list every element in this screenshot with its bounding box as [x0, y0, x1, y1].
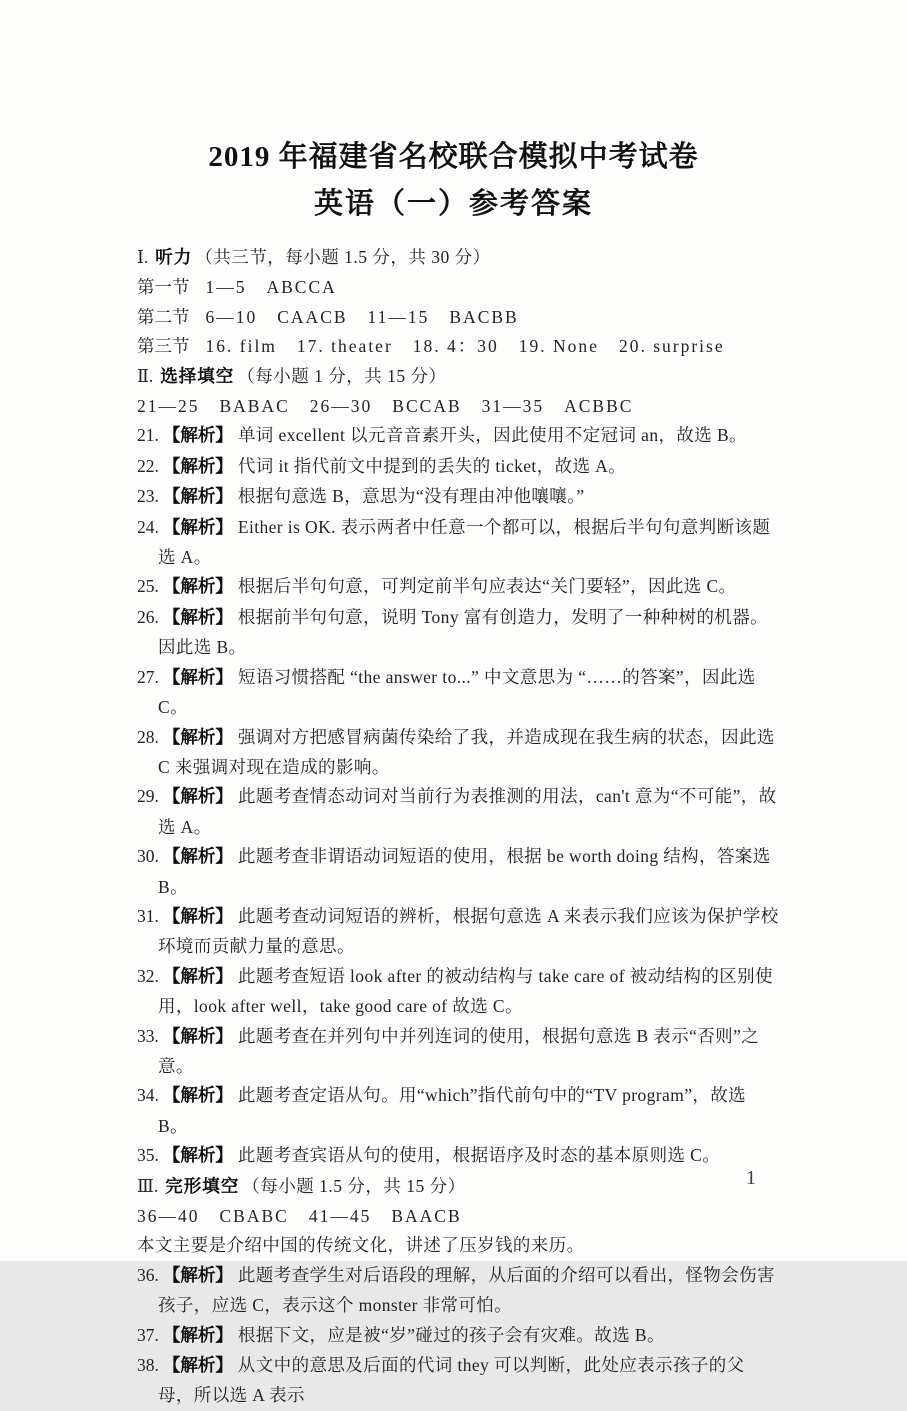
analysis-text: 根据后半句句意，可判定前半句应表达“关门要轻”，因此选 C。 [237, 576, 737, 597]
item-number: 36. [137, 1264, 159, 1285]
answer-part: ACBBC [564, 396, 634, 417]
analysis-text: 此题考查情态动词对当前行为表推测的用法，can't 意为“不可能”，故选 A。 [158, 786, 777, 837]
item-number: 26. [137, 606, 159, 627]
analysis-item [137, 1141, 779, 1171]
item-number: 33. [137, 1025, 159, 1046]
analysis-tag: 【解析】 [162, 1265, 233, 1286]
document-body [137, 243, 779, 1411]
answer-part: CBABC [219, 1206, 289, 1226]
page-number: 1 [746, 1167, 756, 1189]
answer-part: BACBB [449, 306, 519, 327]
item-number: 30. [137, 846, 159, 867]
answer-line-label: 第一节 [137, 277, 190, 298]
item-number: 22. [137, 455, 159, 476]
analysis-item [137, 723, 779, 783]
answer-part: 20. surprise [618, 336, 725, 357]
answer-part: 41—45 [308, 1206, 372, 1226]
section-header [137, 1172, 779, 1202]
analysis-tag: 【解析】 [162, 456, 233, 477]
answer-part: BAACB [391, 1206, 462, 1226]
item-number: 23. [137, 486, 159, 507]
analysis-text: 从文中的意思及后面的代词 they 可以判断，此处应表示孩子的父母，所以选 A 表示 [158, 1355, 745, 1406]
analysis-tag: 【解析】 [162, 426, 233, 447]
answer-part: 31—35 [481, 396, 545, 417]
answer-line [137, 392, 779, 421]
answer-line-label: 第三节 [137, 336, 190, 357]
section-header [137, 362, 779, 392]
analysis-tag: 【解析】 [162, 847, 233, 868]
analysis-item [137, 842, 779, 902]
item-number: 28. [137, 726, 159, 747]
item-number: 31. [137, 905, 159, 926]
analysis-item [137, 1261, 779, 1321]
item-number: 35. [137, 1145, 159, 1166]
section-header [137, 243, 779, 273]
section-numeral: Ⅰ. [137, 247, 149, 267]
analysis-item [137, 902, 779, 962]
analysis-item [137, 1321, 779, 1351]
answer-line-label: 第二节 [137, 306, 190, 327]
answer-part: 16. film [205, 336, 277, 357]
section-title: 听力 [155, 248, 193, 268]
answer-part: 21—25 [137, 396, 200, 417]
analysis-item [137, 663, 779, 723]
answer-part: ABCCA [266, 277, 337, 298]
analysis-item [137, 572, 779, 602]
analysis-text: 根据前半句句意，说明 Tony 富有创造力，发明了一种种树的机器。因此选 B。 [158, 606, 769, 658]
section-title: 完形填空 [165, 1176, 240, 1197]
answer-line [137, 303, 779, 332]
analysis-tag: 【解析】 [162, 966, 233, 987]
analysis-tag: 【解析】 [162, 727, 233, 748]
analysis-text: 强调对方把感冒病菌传染给了我，并造成现在我生病的状态，因此选 C 来强调对现在造成的影响。 [158, 726, 775, 777]
analysis-text: 短语习惯搭配 “the answer to...” 中文意思为 “……的答案”，因此选 C。 [158, 666, 756, 718]
analysis-tag: 【解析】 [162, 487, 233, 508]
document-subtitle: 英语（一）参考答案 [313, 188, 593, 220]
analysis-item [137, 1351, 779, 1411]
analysis-item [137, 782, 779, 842]
analysis-tag: 【解析】 [162, 906, 233, 927]
section-numeral: Ⅲ. [137, 1175, 159, 1196]
item-number: 32. [137, 965, 159, 986]
item-number: 38. [137, 1355, 159, 1376]
analysis-tag: 【解析】 [162, 1146, 233, 1167]
analysis-text: 此题考查动词短语的辨析，根据句意选 A 来表示我们应该为保护学校环境而贡献力量的意思。 [158, 905, 779, 957]
analysis-text: 单词 excellent 以元音音素开头，因此使用不定冠词 an，故选 B。 [237, 425, 747, 446]
analysis-tag: 【解析】 [162, 607, 233, 628]
answer-part: CAACB [277, 306, 348, 327]
answer-part: 17. theater [296, 336, 393, 357]
answer-part: 18. 4：30 [412, 336, 499, 357]
answer-part: 11—15 [367, 306, 430, 327]
answer-part: 26—30 [309, 396, 373, 417]
analysis-item [137, 1022, 779, 1082]
analysis-tag: 【解析】 [162, 667, 233, 688]
analysis-item [137, 452, 779, 482]
section-numeral: Ⅱ. [137, 365, 154, 386]
analysis-text: 此题考查定语从句。用“which”指代前句中的“TV program”，故选 B。 [158, 1085, 747, 1136]
item-number: 21. [137, 425, 159, 446]
answer-line [137, 273, 779, 302]
analysis-text: 根据下文，应是被“岁”碰过的孩子会有灾难。故选 B。 [237, 1324, 665, 1345]
analysis-text: Either is OK. 表示两者中任意一个都可以，根据后半句句意判断该题选 A。 [158, 516, 771, 568]
answer-part: 19. None [518, 336, 599, 357]
analysis-tag: 【解析】 [162, 787, 233, 808]
answer-part: BABAC [219, 396, 290, 417]
answer-part: BCCAB [392, 396, 462, 417]
analysis-tag: 【解析】 [162, 517, 233, 538]
analysis-item [137, 513, 779, 573]
answer-part: 1—5 [205, 277, 247, 298]
analysis-text: 此题考查学生对后语段的理解，从后面的介绍可以看出，怪物会伤害孩子，应选 C，表示这个 monster 非常可怕。 [158, 1264, 775, 1316]
answer-part: 6—10 [205, 306, 258, 327]
analysis-text: 此题考查非谓语动词短语的使用，根据 be worth doing 结构，答案选 B。 [158, 846, 771, 897]
answer-line [137, 332, 779, 361]
analysis-text: 根据句意选 B，意思为“没有理由冲他嚷嚷。” [237, 486, 585, 507]
analysis-text: 此题考查宾语从句的使用，根据语序及时态的基本原则选 C。 [237, 1145, 721, 1166]
analysis-text: 此题考查在并列句中并列连词的使用，根据句意选 B 表示“否则”之意。 [158, 1025, 760, 1076]
item-number: 24. [137, 516, 159, 537]
analysis-text: 代词 it 指代前文中提到的丢失的 ticket，故选 A。 [237, 455, 627, 476]
analysis-text: 此题考查短语 look after 的被动结构与 take care of 被动结构的区别使用，look after well，take good care of 故选 C。 [158, 965, 773, 1017]
answer-part: 36—40 [137, 1206, 200, 1226]
analysis-item [137, 482, 779, 512]
section-title: 选择填空 [160, 366, 235, 387]
analysis-tag: 【解析】 [162, 1026, 233, 1047]
item-number: 34. [137, 1085, 159, 1106]
item-number: 25. [137, 576, 159, 597]
text-line [137, 1231, 779, 1260]
document-title: 2019 年福建省名校联合模拟中考试卷 [208, 141, 699, 173]
answer-line [137, 1202, 779, 1231]
section-score-note: （共三节，每小题 1.5 分，共 30 分） [195, 247, 491, 267]
section-score-note: （每小题 1.5 分，共 15 分） [242, 1175, 466, 1196]
item-number: 27. [137, 666, 159, 687]
analysis-tag: 【解析】 [162, 1325, 233, 1346]
analysis-tag: 【解析】 [162, 577, 233, 598]
analysis-item [137, 421, 779, 451]
analysis-item [137, 603, 779, 663]
item-number: 37. [137, 1324, 159, 1345]
section-score-note: （每小题 1 分，共 15 分） [237, 365, 447, 386]
text-content: 本文主要是介绍中国的传统文化，讲述了压岁钱的来历。 [137, 1235, 585, 1256]
analysis-tag: 【解析】 [162, 1356, 233, 1377]
item-number: 29. [137, 786, 159, 807]
analysis-item [137, 962, 779, 1022]
analysis-tag: 【解析】 [162, 1086, 233, 1107]
analysis-item [137, 1081, 779, 1141]
